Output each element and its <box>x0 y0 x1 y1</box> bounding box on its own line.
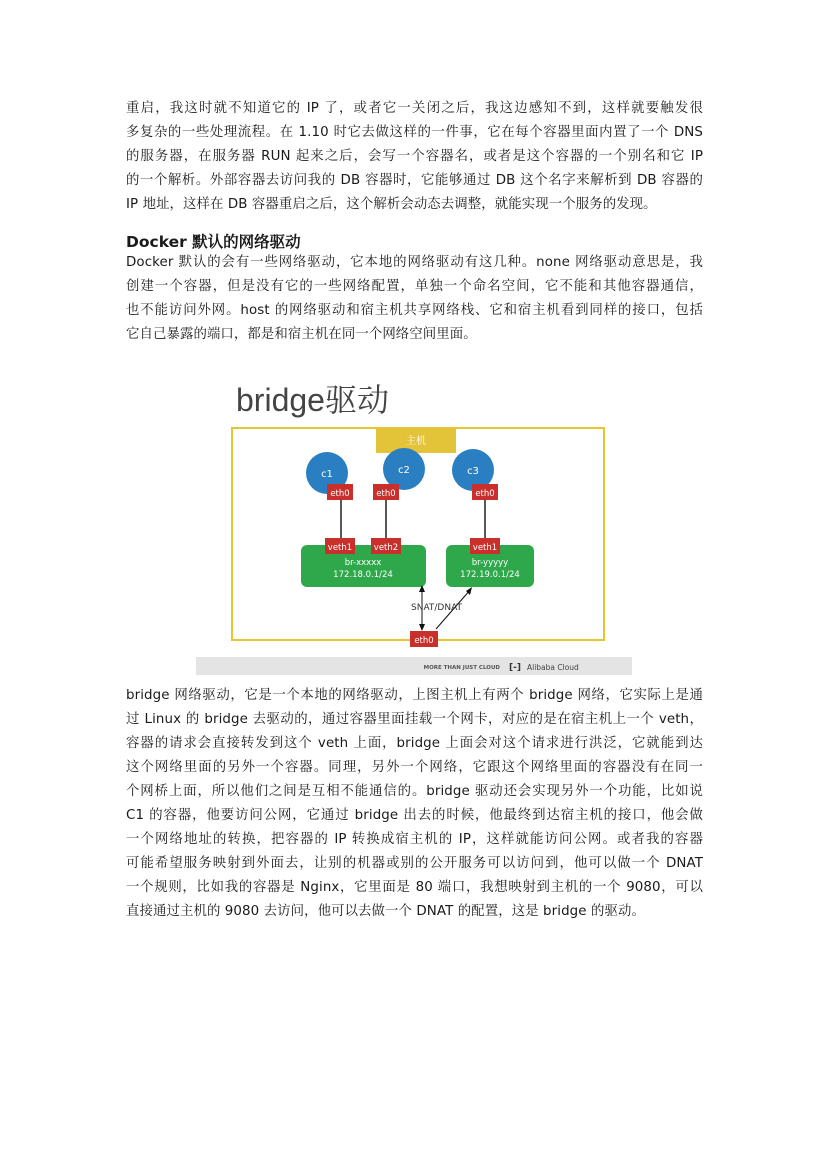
text-line: 创建一个容器，但是没有它的一些网络配置，单独一个命名空间，它不能和其他容器通信， <box>126 279 703 294</box>
text-line: 可能希望服务映射到外面去，让别的机器或别的公开服务可以访问到，他可以做一个 DNAT <box>126 856 703 871</box>
text-line: bridge 网络驱动，它是一个本地的网络驱动，上图主机上有两个 bridge 网络，它实际上是通 <box>126 688 703 703</box>
footer-brand: Alibaba Cloud <box>527 663 579 672</box>
diagram-title: bridge驱动 <box>236 382 389 418</box>
paragraph-network-drivers <box>126 251 703 347</box>
text-line: 直接通过主机的 9080 去访问，他可以去做一个 DNAT 的配置，这是 bridge 的驱动。 <box>126 904 645 919</box>
alibaba-cloud-logo-icon: [-] <box>509 663 521 673</box>
bridge-ip: 172.19.0.1/24 <box>460 570 520 580</box>
text-line: 一个网络地址的转换，把容器的 IP 转换成宿主机的 IP，这样就能访问公网。或者我的容器 <box>126 832 703 847</box>
footer-slogan: MORE THAN JUST CLOUD <box>423 665 500 671</box>
interface-label: eth0 <box>376 489 396 499</box>
text-line: 重启，我这时就不知道它的 IP 了，或者它一关闭之后，我这边感知不到，这样就要触发很 <box>126 101 703 116</box>
bridge-name: br-xxxxx <box>344 558 382 568</box>
bridge-name: br-yyyyy <box>471 558 509 568</box>
text-line: 它自己暴露的端口，都是和宿主机在同一个网络空间里面。 <box>126 327 477 342</box>
container-label: c1 <box>321 469 333 480</box>
container-label: c2 <box>398 465 410 476</box>
text-line: 容器的请求会直接转发到这个 veth 上面，bridge 上面会对这个请求进行洪泛，它就能到达 <box>126 736 703 751</box>
container-label: c3 <box>467 466 479 477</box>
bridge-ip: 172.18.0.1/24 <box>333 570 393 580</box>
paragraph-dns-discovery <box>126 97 703 217</box>
paragraph-bridge-driver <box>126 684 703 924</box>
text-line: 过 Linux 的 bridge 去驱动的，通过容器里面挂载一个网卡，对应的是在宿主机上一个 veth， <box>126 712 703 727</box>
text-line: 个网桥上面，所以他们之间是互相不能通信的。bridge 驱动还会实现另外一个功能，比如说 <box>126 784 703 799</box>
nat-label: SNAT/DNAT <box>411 603 463 613</box>
text-line: C1 的容器，他要访问公网，它通过 bridge 出去的时候，他最终到达宿主机的接口，他会做 <box>126 808 703 823</box>
section-heading: Docker 默认的网络驱动 <box>126 233 301 251</box>
text-line: IP 地址，这样在 DB 容器重启之后，这个解析会动态去调整，就能实现一个服务的发现。 <box>126 197 657 212</box>
interface-label: veth2 <box>373 543 399 553</box>
host-label: 主机 <box>406 436 426 447</box>
text-line: 这个网络里面的另外一个容器。同理，另外一个网络，它跟这个网络里面的容器没有在同一 <box>126 760 703 775</box>
text-line: 一个规则，比如我的容器是 Nginx，它里面是 80 端口，我想映射到主机的一个 9080，可以 <box>126 880 703 895</box>
text-line: Docker 默认的会有一些网络驱动，它本地的网络驱动有这几种。none 网络驱动意思是，我 <box>126 255 703 270</box>
interface-label: veth1 <box>472 543 498 553</box>
text-line: 多复杂的一些处理流程。在 1.10 时它去做这样的一件事，它在每个容器里面内置了一个 DNS <box>126 125 703 140</box>
interface-label: veth1 <box>327 543 353 553</box>
text-line: 也不能访问外网。host 的网络驱动和宿主机共享网络栈、它和宿主机看到同样的接口，包括 <box>126 303 703 318</box>
interface-label: eth0 <box>414 636 434 646</box>
interface-label: eth0 <box>475 489 495 499</box>
text-line: 的服务器，在服务器 RUN 起来之后，会写一个容器名，或者是这个容器的一个别名和它 IP <box>126 149 703 164</box>
interface-label: eth0 <box>330 489 350 499</box>
bridge-driver-diagram <box>196 373 632 675</box>
text-line: 的一个解析。外部容器去访问我的 DB 容器时，它能够通过 DB 这个名字来解析到 DB 容器的 <box>126 173 703 188</box>
